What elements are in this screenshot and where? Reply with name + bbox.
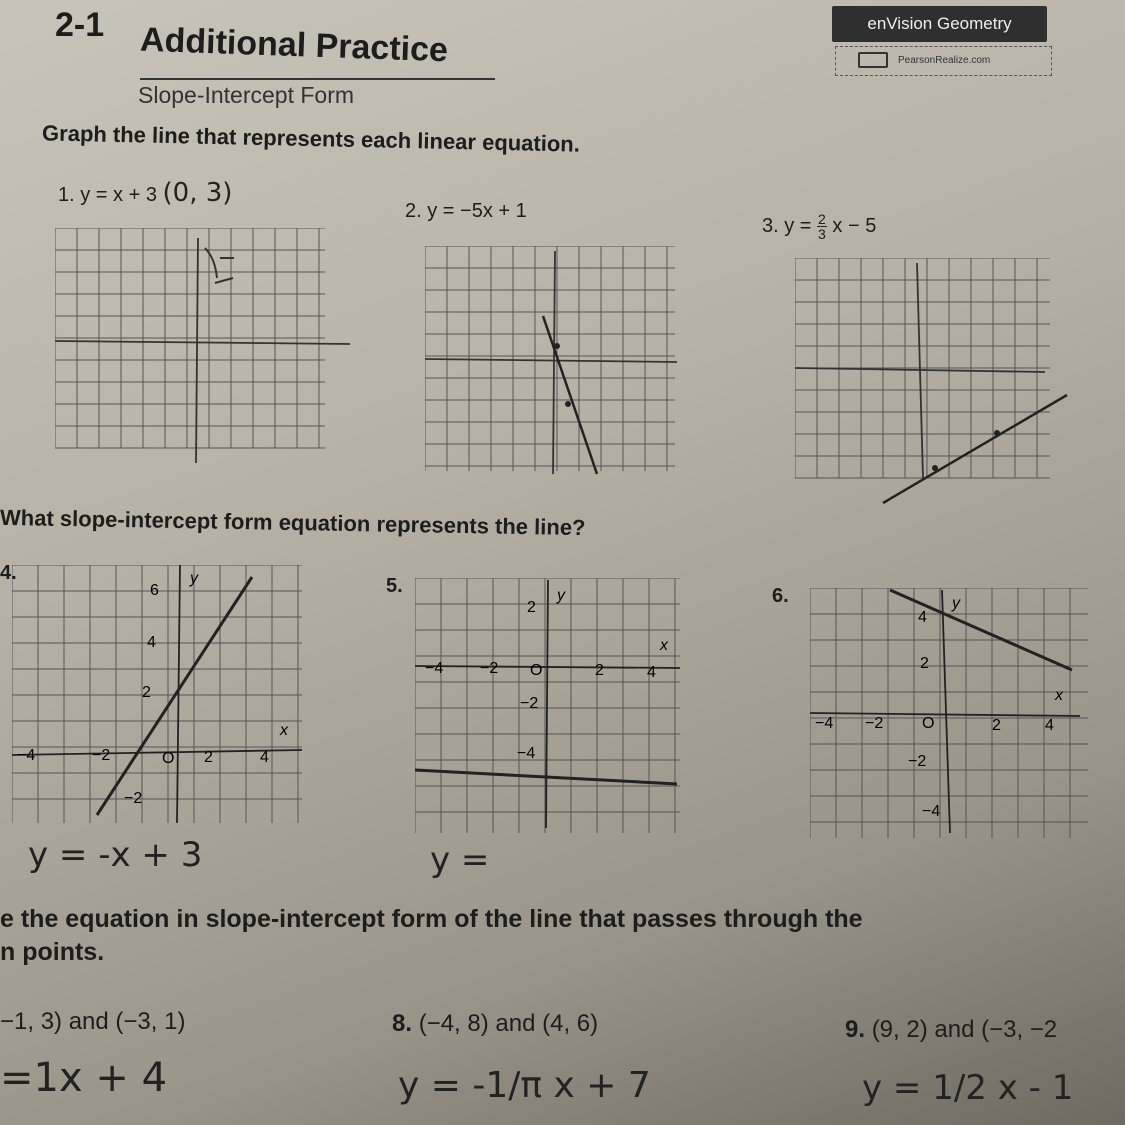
y-tick-6: 6 bbox=[150, 582, 159, 599]
problem-number: 2. bbox=[405, 200, 422, 222]
x-tick-neg2: −2 bbox=[480, 660, 499, 677]
title-underline bbox=[140, 78, 495, 80]
problem-number: 8. bbox=[392, 1010, 413, 1037]
x-axis bbox=[12, 750, 302, 755]
y-axis bbox=[546, 580, 548, 828]
y-axis bbox=[553, 251, 555, 474]
y-axis-label: y bbox=[952, 595, 960, 612]
handwritten-answer-9: y = 1/2 x - 1 bbox=[862, 1068, 1074, 1108]
y-tick-2: 2 bbox=[527, 599, 536, 616]
handwritten-answer-7: =1x + 4 bbox=[0, 1055, 168, 1101]
problem-7: −1, 3) and (−3, 1) bbox=[0, 1008, 186, 1035]
lesson-number: 2-1 bbox=[55, 6, 105, 44]
x-tick-neg2: −2 bbox=[92, 747, 111, 764]
plotted-point bbox=[932, 465, 938, 471]
y-tick-neg4: −4 bbox=[922, 803, 941, 820]
graphed-line bbox=[543, 316, 597, 474]
x-tick-4: 4 bbox=[1045, 717, 1054, 734]
problem-equation-tail: x − 5 bbox=[832, 214, 877, 237]
given-line bbox=[890, 590, 1072, 670]
origin-label: O bbox=[530, 662, 543, 679]
brand-banner: enVision Geometry bbox=[832, 6, 1047, 42]
graph-grid-5 bbox=[415, 578, 683, 836]
problem-equation: y = −5x + 1 bbox=[427, 200, 527, 222]
x-axis-label: x bbox=[660, 637, 668, 654]
plotted-point bbox=[994, 430, 1000, 436]
problem-1 bbox=[58, 178, 232, 208]
x-tick-2: 2 bbox=[204, 749, 213, 766]
handwritten-note: (0, 3) bbox=[162, 178, 233, 208]
problem-equation: y = bbox=[784, 214, 818, 237]
given-line bbox=[97, 577, 252, 815]
x-tick-neg4: −4 bbox=[815, 715, 834, 732]
problem-9 bbox=[845, 1016, 1057, 1044]
graph-grid-3 bbox=[795, 258, 1070, 508]
problem-8 bbox=[392, 1010, 598, 1038]
problem-6-number: 6. bbox=[772, 585, 789, 607]
x-axis-label: x bbox=[1055, 687, 1063, 704]
handwritten-answer-4: y = -x + 3 bbox=[28, 835, 203, 875]
lesson-subtitle: Slope-Intercept Form bbox=[138, 82, 355, 108]
x-tick-4: 4 bbox=[647, 664, 656, 681]
y-axis-label: y bbox=[557, 587, 565, 604]
site-label: PearsonRealize.com bbox=[898, 55, 991, 66]
y-tick-neg2: −2 bbox=[124, 790, 143, 807]
problem-5-number: 5. bbox=[386, 575, 403, 597]
y-tick-4: 4 bbox=[918, 609, 927, 626]
problem-number: 3. bbox=[762, 214, 779, 237]
fraction bbox=[817, 212, 827, 241]
handwritten-answer-8: y = -1/π x + 7 bbox=[398, 1065, 651, 1106]
problem-number: 1. bbox=[58, 184, 75, 206]
graph-grid-2 bbox=[425, 246, 680, 476]
origin-label: O bbox=[162, 750, 175, 767]
section2-instruction: What slope-intercept form equation represents the line? bbox=[0, 504, 586, 541]
x-tick-neg2: −2 bbox=[865, 715, 884, 732]
x-tick-neg4: −4 bbox=[425, 660, 444, 677]
handwritten-answer-5: y = bbox=[430, 840, 490, 880]
lesson-title: Additional Practice bbox=[139, 20, 449, 70]
graph-grid-1 bbox=[55, 228, 355, 468]
y-tick-2: 2 bbox=[142, 684, 151, 701]
y-axis-label: y bbox=[190, 570, 198, 587]
problem-text: (−4, 8) and (4, 6) bbox=[418, 1010, 599, 1037]
x-tick-neg4: −4 bbox=[17, 747, 36, 764]
x-tick-4: 4 bbox=[260, 749, 269, 766]
x-axis-label: x bbox=[280, 722, 288, 739]
plotted-point bbox=[554, 343, 560, 349]
y-tick-2: 2 bbox=[920, 655, 929, 672]
fraction-denominator: 3 bbox=[818, 226, 826, 242]
x-axis bbox=[425, 359, 677, 362]
fraction-numerator: 2 bbox=[818, 211, 826, 227]
y-axis bbox=[942, 590, 950, 833]
problem-equation: y = x + 3 bbox=[80, 184, 157, 206]
site-link bbox=[835, 46, 1052, 76]
problem-text: (9, 2) and (−3, −2 bbox=[871, 1016, 1058, 1043]
plotted-point bbox=[565, 401, 571, 407]
problem-4-number: 4. bbox=[0, 562, 17, 584]
problem-number: 9. bbox=[845, 1016, 866, 1043]
graph-grid-4 bbox=[12, 565, 307, 827]
x-tick-2: 2 bbox=[595, 662, 604, 679]
graph-grid-6 bbox=[810, 588, 1090, 840]
y-tick-neg4: −4 bbox=[517, 745, 536, 762]
y-tick-4: 4 bbox=[147, 634, 156, 651]
problem-3 bbox=[762, 212, 876, 241]
x-tick-2: 2 bbox=[992, 717, 1001, 734]
origin-label: O bbox=[922, 715, 935, 732]
section1-instruction: Graph the line that represents each linear equation. bbox=[41, 120, 581, 157]
device-icon bbox=[858, 52, 888, 68]
graphed-line bbox=[883, 395, 1067, 503]
problem-2 bbox=[405, 200, 527, 223]
x-axis bbox=[810, 713, 1080, 716]
section3-instruction-line1: e the equation in slope-intercept form of the line that passes through the bbox=[0, 905, 863, 933]
y-tick-neg2: −2 bbox=[520, 695, 539, 712]
section3-instruction-line2: n points. bbox=[0, 938, 105, 966]
y-tick-neg2: −2 bbox=[908, 753, 927, 770]
